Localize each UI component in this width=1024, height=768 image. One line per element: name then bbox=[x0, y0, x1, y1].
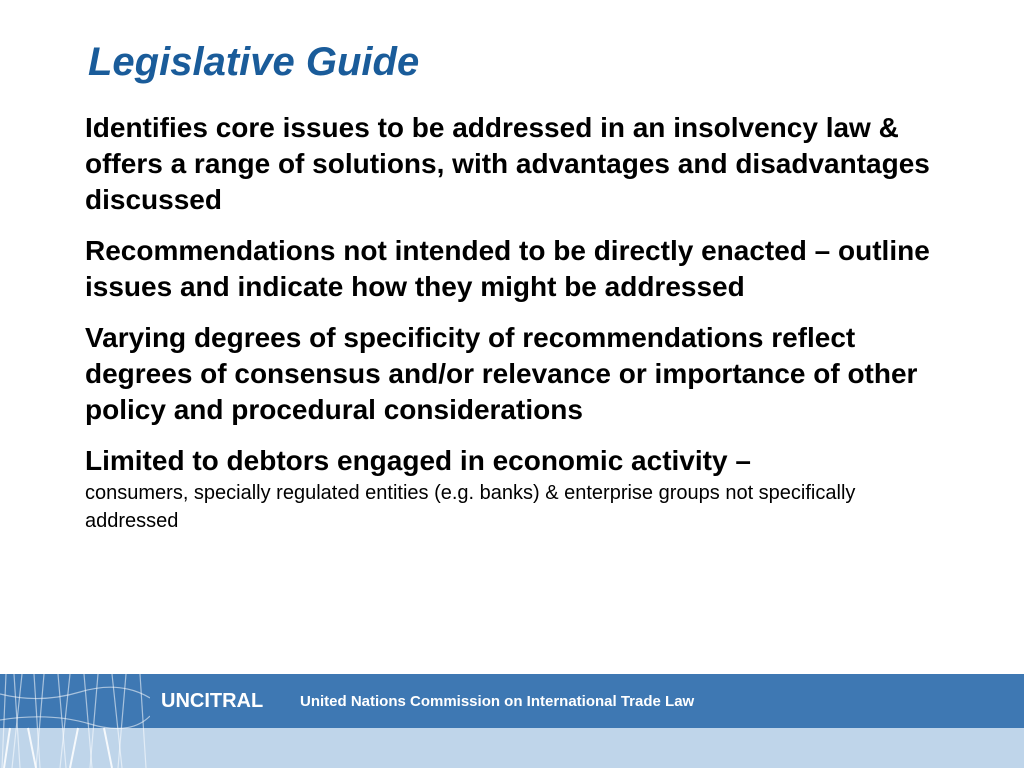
footer-bar bbox=[0, 674, 1024, 768]
footer-org-name: United Nations Commission on International Trade Law bbox=[300, 693, 695, 710]
slide-body bbox=[85, 110, 945, 550]
paragraph-scope bbox=[85, 443, 945, 535]
scope-lead: Limited to debtors engaged in economic activity bbox=[85, 445, 728, 476]
paragraph-core-issues: Identifies core issues to be addressed in an insolvency law & offers a range of solutions, with advantages and disadvantages discussed bbox=[85, 112, 930, 215]
footer-lines-graphic bbox=[0, 674, 150, 768]
slide-title: Legislative Guide bbox=[88, 40, 420, 84]
paragraph-specificity: Varying degrees of specificity of recommendations reflect degrees of consensus and/or relevance or importance of other policy and procedural considerations bbox=[85, 322, 918, 425]
footer-light-strip bbox=[0, 728, 1024, 768]
scope-detail: consumers, specially regulated entities (e.g. banks) & enterprise groups not specifically addressed bbox=[85, 482, 856, 532]
scope-dash: – bbox=[727, 445, 751, 476]
paragraph-recommendations: Recommendations not intended to be directly enacted – outline issues and indicate how they might be addressed bbox=[85, 235, 930, 302]
footer-org-acronym: UNCITRAL bbox=[161, 690, 264, 712]
